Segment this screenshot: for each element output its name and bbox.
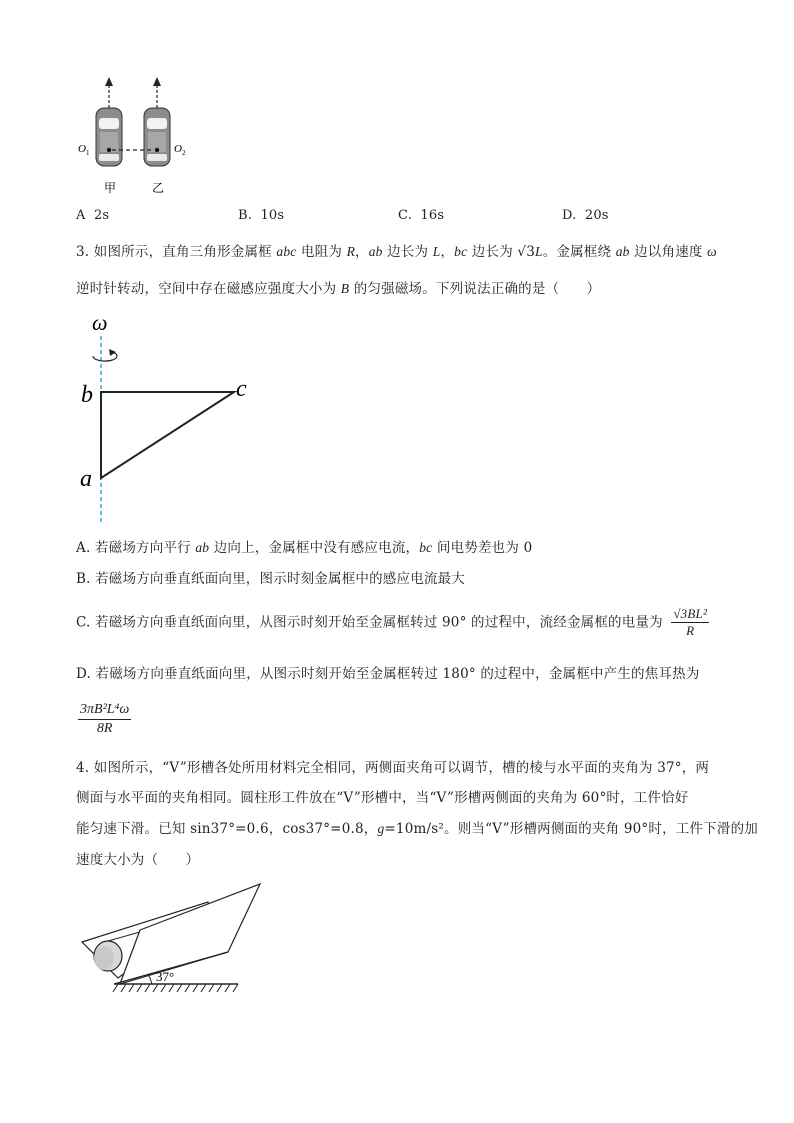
o1-label: O (78, 143, 86, 155)
q3-option-c[interactable]: C. 若磁场方向垂直纸面向里，从图示时刻开始至金属框转过 90° 的过程中，流经金属框的电量为 $\frac{\text{√3BL²}}{R}$ (76, 606, 708, 638)
option-key: B (238, 208, 248, 223)
o1-sub: 1 (86, 149, 90, 157)
angle-37-label: 37° (156, 969, 175, 984)
q3-option-d[interactable]: D. 若磁场方向垂直纸面向里，从图示时刻开始至金属框转过 180° 的过程中，金属框中产生的焦耳热为 (76, 666, 700, 682)
heat-denominator: 8R (96, 721, 113, 736)
q3-triangle-figure (74, 306, 264, 524)
q4-stem-line-1: 4. 如图所示，“V”形槽各处所用材料完全相同，两侧面夹角可以调节，槽的棱与水平面的夹角为 37°，两 (76, 760, 710, 776)
q3-option-a[interactable]: A. 若磁场方向平行 ab 边向上，金属框中没有感应电流，bc 间电势差也为 0 (76, 540, 533, 556)
omega-label: ω (92, 310, 108, 335)
charge-numerator: √3BL² (673, 606, 708, 621)
option-text: 10s (260, 208, 285, 223)
q2-option-a[interactable] (76, 206, 109, 226)
v-groove-diagram (78, 880, 268, 998)
vertex-c-label: c (236, 376, 247, 402)
car-jia (96, 108, 122, 166)
q3-stem-line-1: 3. 如图所示，直角三角形金属框 abc 电阻为 R，ab 边长为 L，bc 边长为 √3L。金属框绕 ab 边以角速度 ω (76, 244, 717, 260)
q2-cars-figure (76, 74, 206, 200)
car-jia-label: 甲 (104, 181, 117, 195)
q3-stem-line-2: 逆时针转动，空间中存在磁感应强度大小为 B 的匀强磁场。下列说法正确的是（ ） (76, 281, 601, 297)
option-text: 2s (93, 208, 110, 223)
car-yi-label: 乙 (152, 181, 165, 195)
vertex-b-label: b (81, 382, 93, 408)
option-key: D (562, 208, 573, 223)
o2-label: O (174, 143, 182, 155)
heat-fraction (78, 701, 131, 738)
q4-stem-line-4: 速度大小为（ ） (76, 852, 200, 868)
q3-option-b[interactable]: B. 若磁场方向垂直纸面向里，图示时刻金属框中的感应电流最大 (76, 571, 466, 587)
q2-option-d[interactable]: D. 20s (562, 208, 609, 223)
two-cars-diagram (76, 74, 206, 200)
charge-denominator: R (686, 623, 695, 638)
q4-stem-line-3: 能匀速下滑。已知 sin37°=0.6，cos37°=0.8，g=10m/s²。则当“V”形槽两侧面的夹角 90°时，工件下滑的加 (76, 821, 758, 837)
option-key: C (398, 208, 408, 223)
heat-numerator: 3πB²L⁴ω (78, 701, 131, 720)
vertex-a-label: a (80, 466, 92, 492)
car-yi (144, 108, 170, 166)
option-text: 20s (584, 208, 609, 223)
option-key: A (76, 208, 86, 223)
option-text: 16s (420, 208, 445, 223)
q4-stem-line-2: 侧面与水平面的夹角相同。圆柱形工件放在“V”形槽中，当“V”形槽两侧面的夹角为 60°时，工件恰好 (76, 790, 689, 806)
triangle-frame-diagram (74, 306, 264, 524)
q4-vgroove-figure (78, 880, 268, 998)
q2-option-b[interactable]: B. 10s (238, 208, 285, 223)
q2-option-c[interactable]: C. 16s (398, 208, 445, 223)
charge-fraction (671, 606, 709, 639)
o2-sub: 2 (182, 149, 186, 157)
